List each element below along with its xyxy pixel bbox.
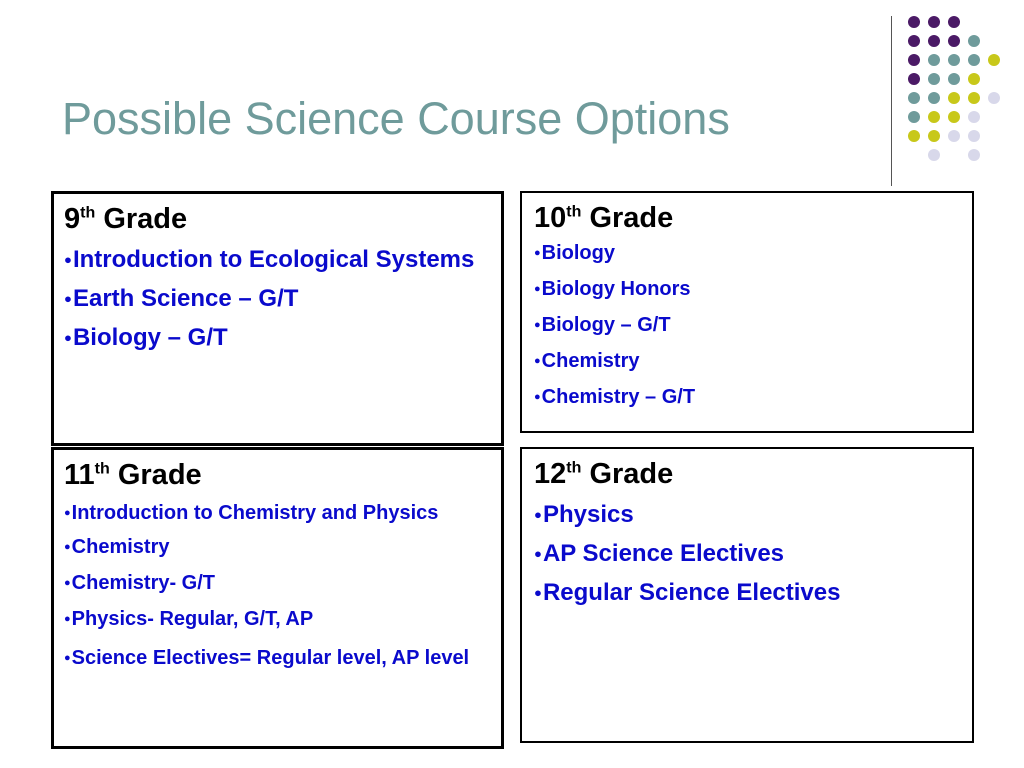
decorative-dot [988,54,1000,66]
bullet-icon: ● [534,319,541,332]
decorative-dot [908,92,920,104]
course-item [64,643,491,673]
decorative-dot [928,73,940,85]
decorative-dot [928,130,940,142]
course-name: Chemistry – G/T [541,385,696,408]
decorative-dot [908,111,920,123]
bullet-icon: ● [534,545,542,561]
course-name: Biology – G/T [541,313,671,336]
decorative-dot [928,92,940,104]
decorative-dot [968,54,980,66]
grade-11-box [51,447,504,749]
bullet-icon: ● [64,613,71,626]
grade-10-box [520,191,974,433]
course-item [64,284,491,314]
course-item [534,578,962,608]
course-name: Chemistry [71,535,170,558]
decorative-dot [968,149,980,161]
course-item [534,500,962,530]
grade-12-course-list [534,500,962,608]
course-item [64,535,491,560]
grade-9-box [51,191,504,446]
course-item [534,539,962,569]
grade-number: 12 [534,458,567,490]
decorative-dot [908,35,920,47]
decorative-dot [968,73,980,85]
course-name: Chemistry [541,349,640,372]
decorative-dot [908,130,920,142]
course-name: Chemistry- G/T [71,571,216,594]
bullet-icon: ● [64,577,71,590]
bullet-icon: ● [534,584,542,600]
grade-label: Grade [589,458,674,490]
decorative-dot [928,149,940,161]
bullet-icon: ● [64,290,72,306]
course-item [534,349,962,374]
bullet-icon: ● [534,247,541,260]
grade-suffix: th [566,203,582,221]
bullet-icon: ● [534,283,541,296]
course-name: Biology Honors [541,277,691,300]
decorative-dot [908,54,920,66]
decorative-dot [968,92,980,104]
grade-10-course-list [534,241,962,410]
grade-9-heading [64,204,491,236]
course-name: Biology [541,241,615,264]
grade-suffix: th [94,460,110,478]
course-name: Regular Science Electives [542,578,841,606]
grade-number: 11 [64,459,95,491]
decorative-dot [988,92,1000,104]
grade-11-heading [64,460,491,492]
bullet-icon: ● [64,329,72,345]
slide-title: Possible Science Course Options [62,93,730,144]
decorative-dot [968,130,980,142]
grade-label: Grade [117,459,202,491]
bullet-icon: ● [64,541,71,554]
decorative-dot [948,73,960,85]
decorative-dot [928,35,940,47]
bullet-icon: ● [534,391,541,404]
course-item [64,498,491,528]
decorative-dot [948,35,960,47]
grade-number: 10 [534,202,567,234]
course-name: Physics [542,500,634,528]
bullet-icon: ● [64,507,71,520]
bullet-icon: ● [64,652,71,665]
decorative-dot [948,92,960,104]
decorative-dot [928,111,940,123]
grade-10-heading [534,203,962,235]
course-name: Science Electives= Regular level, AP level [71,646,470,669]
grade-label: Grade [589,202,674,234]
course-item [534,241,962,266]
decorative-dot [968,35,980,47]
course-item [64,245,491,275]
decorative-dot [908,16,920,28]
decorative-divider-line [891,16,892,186]
bullet-icon: ● [64,251,72,267]
decorative-dot [968,111,980,123]
decorative-dot [908,73,920,85]
grade-9-course-list [64,245,491,353]
course-item [64,607,491,632]
bullet-icon: ● [534,355,541,368]
decorative-dot [948,111,960,123]
course-name: Introduction to Ecological Systems [72,245,475,273]
grade-suffix: th [566,459,582,477]
decorative-dot [948,130,960,142]
grade-label: Grade [103,203,188,235]
grade-11-course-list [64,498,491,673]
course-item [534,313,962,338]
grade-number: 9 [64,203,81,235]
course-name: AP Science Electives [542,539,785,567]
course-item [534,277,962,302]
decorative-dot [928,54,940,66]
decorative-dot [928,16,940,28]
grade-12-heading [534,459,962,491]
course-name: Introduction to Chemistry and Physics [71,501,439,524]
grade-12-box [520,447,974,743]
course-item [534,385,962,410]
decorative-dot-grid [908,16,1008,166]
decorative-dot [948,16,960,28]
course-name: Physics- Regular, G/T, AP [71,607,314,630]
course-item [64,323,491,353]
course-item [64,571,491,596]
bullet-icon: ● [534,506,542,522]
grade-suffix: th [80,204,96,222]
decorative-dot [948,54,960,66]
course-name: Earth Science – G/T [72,284,299,312]
course-name: Biology – G/T [72,323,228,351]
